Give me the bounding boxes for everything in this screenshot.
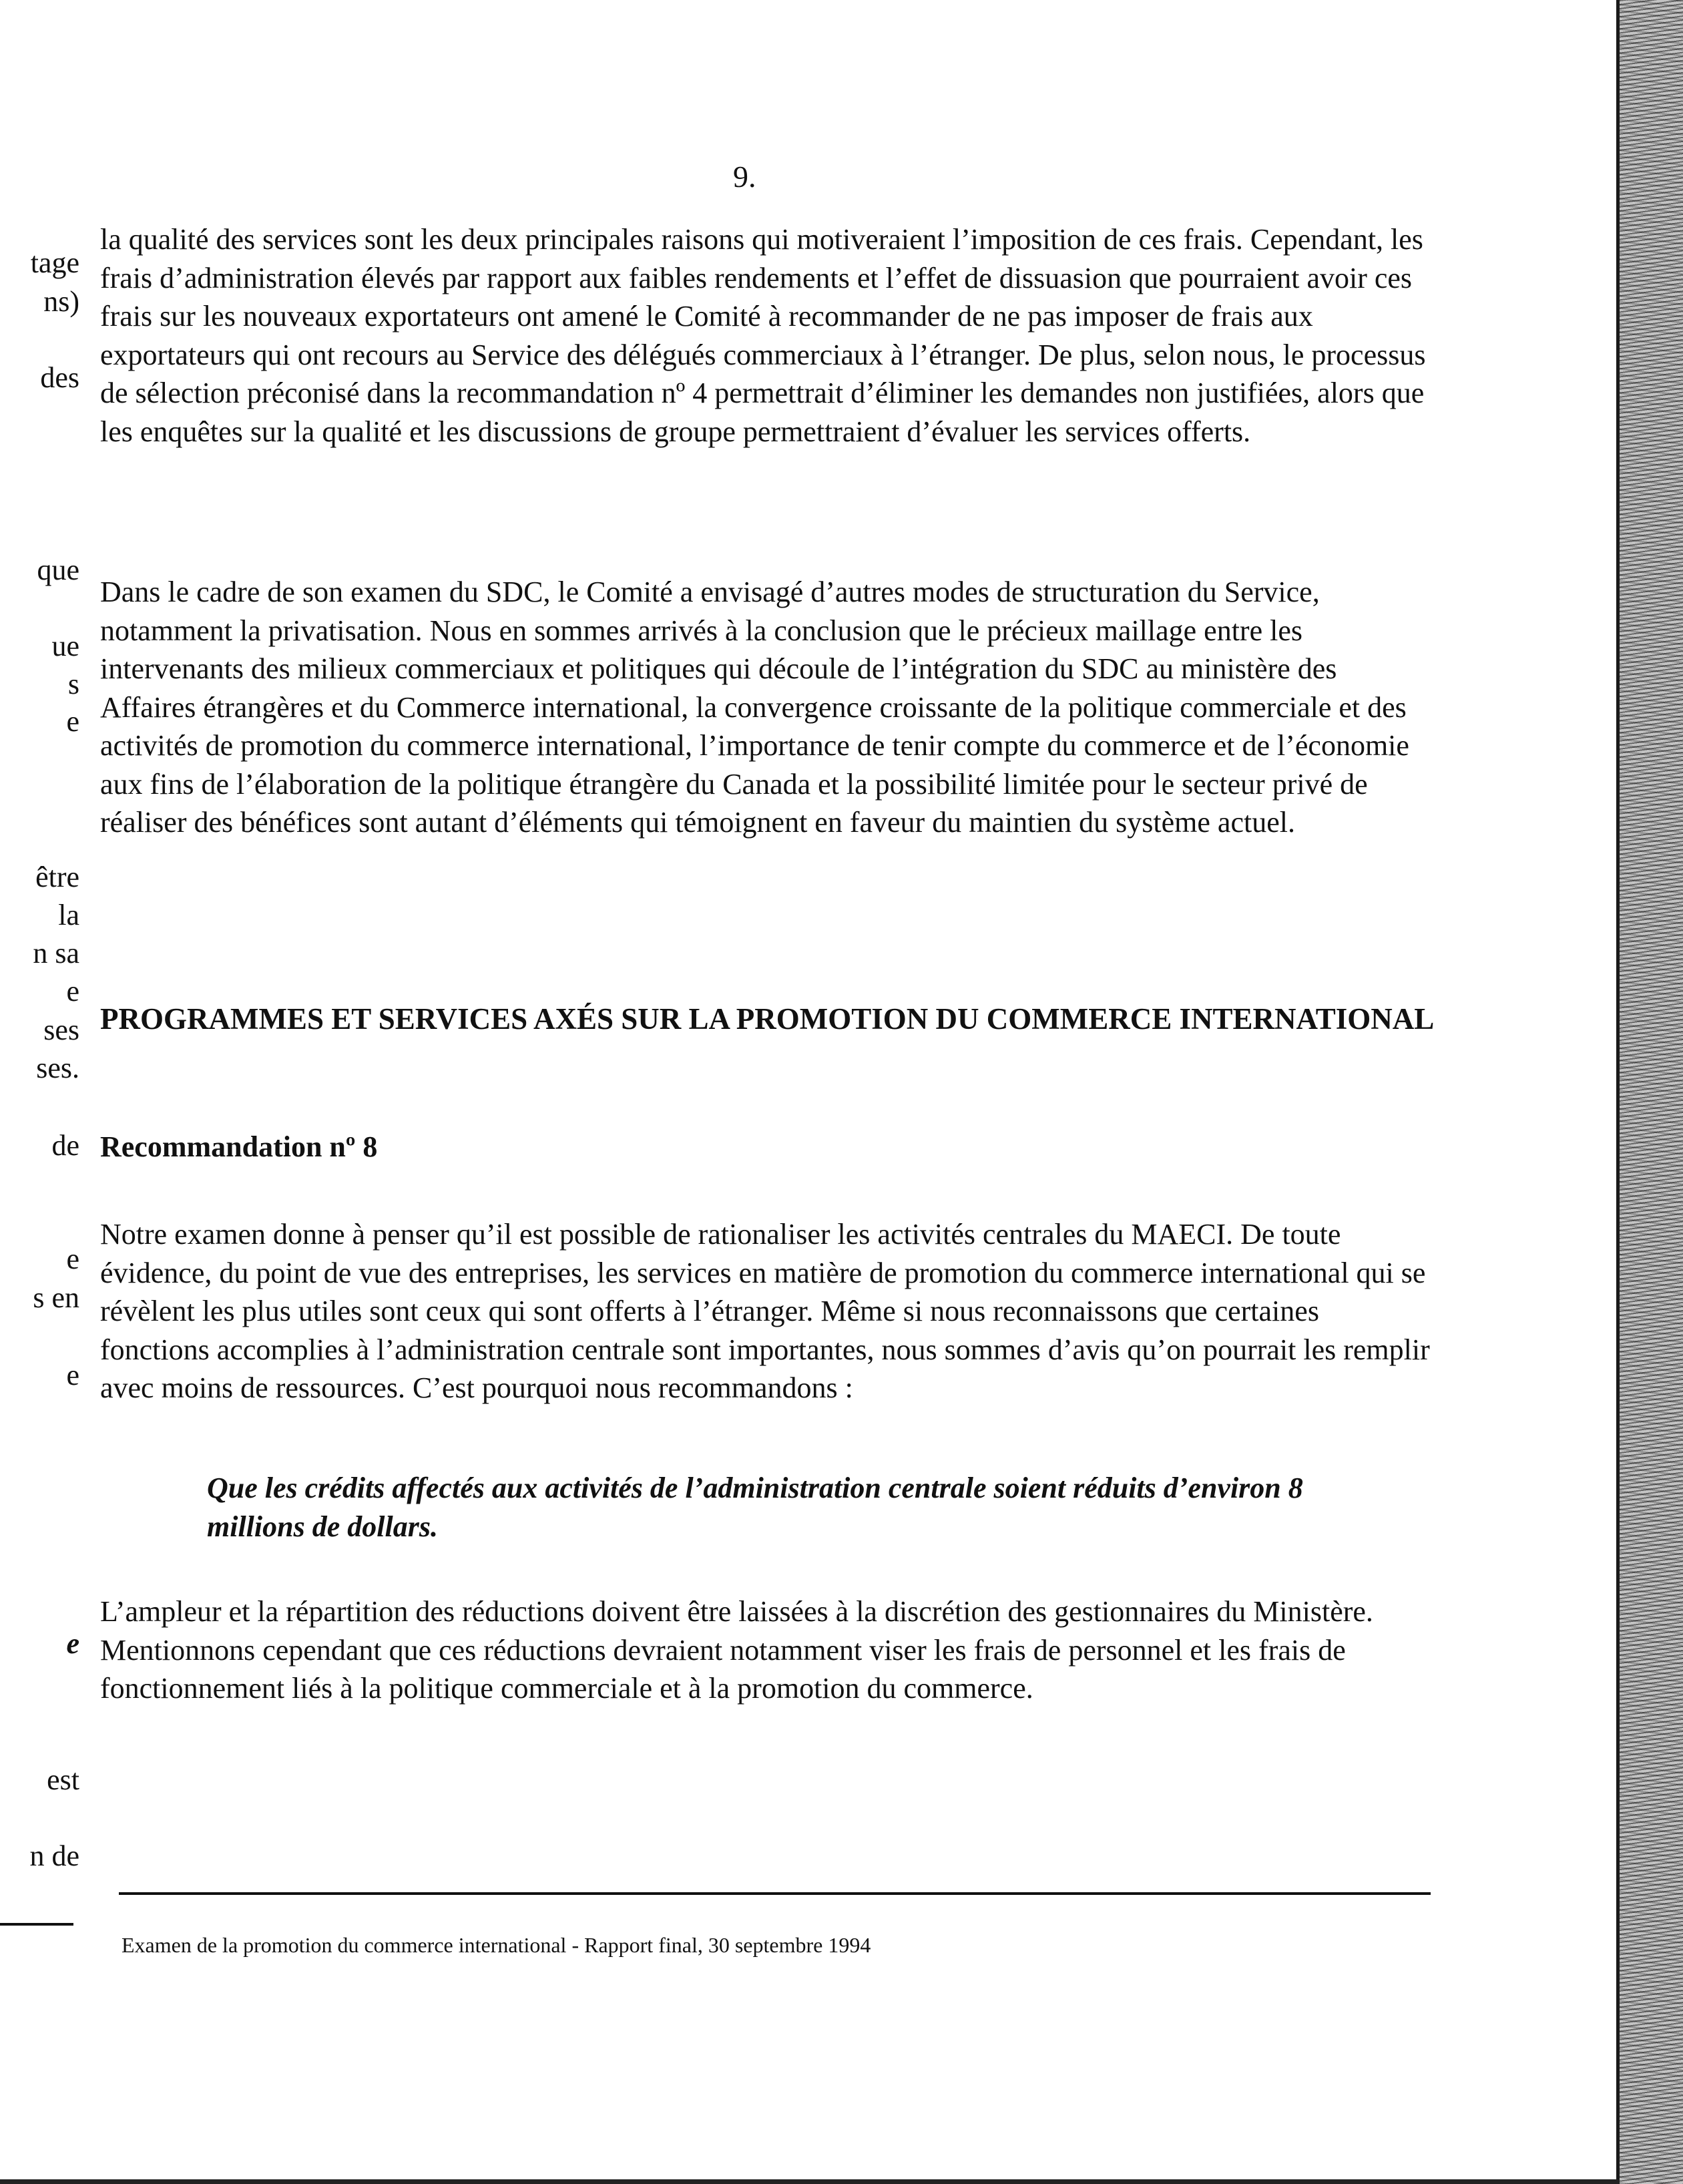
left-fragment: ses.: [36, 1052, 79, 1084]
recommendation-title: Recommandation nº 8: [100, 1130, 378, 1163]
left-fragment: que: [37, 554, 79, 586]
left-fragment: e: [66, 705, 79, 738]
left-fragment: tage: [30, 246, 79, 279]
paragraph-fees: la qualité des services sont les deux principales raisons qui motiveraient l’imposition de ces frais. Cependant, les frais d’administration élevés par rapport aux faibles rendements et l’effet de dissuasion que pourraient avoir ces frais sur les nouveaux exportateurs ont amené le Comité à recommander de ne pas imposer de frais aux exportateurs qui ont recours au Service des délégués commerciaux à l’étranger. De plus, selon nous, le processus de sélection préconisé dans la recommandation nº 4 permettrait d’éliminer les demandes non justifiées, alors que les enquêtes sur la qualité et les discussions de groupe permettraient d’évaluer les services offerts.: [100, 223, 1426, 448]
page-number: 9.: [733, 160, 756, 194]
left-fragment: est: [47, 1763, 79, 1796]
left-column-fragments: [0, 0, 83, 1950]
left-footer-rule: [0, 1923, 73, 1926]
page-edge-line: [1616, 0, 1620, 2184]
left-fragment: n de: [29, 1839, 79, 1872]
paragraph-privatisation: Dans le cadre de son examen du SDC, le Comité a envisagé d’autres modes de structuration du Service, notamment la privatisation. Nous en sommes arrivés à la conclusion que le précieux maillage entre les intervenants des milieux commerciaux et politiques qui découle de l’intégration du SDC au ministère des Affaires étrangères et du Commerce international, la convergence croissante de la politique commerciale et des activités de promotion du commerce international, l’importance de tenir compte du commerce et de l’économie aux fins de l’élaboration de la politique étrangère du Canada et la possibilité limitée pour le secteur privé de réaliser des bénéfices sont autant d’éléments qui témoignent en faveur du maintien du système actuel.: [100, 576, 1409, 839]
left-fragment: des: [40, 361, 79, 394]
left-fragment: ns): [43, 285, 79, 318]
section-heading: PROGRAMMES ET SERVICES AXÉS SUR LA PROMOTION DU COMMERCE INTERNATIONAL: [100, 1002, 1435, 1036]
left-fragment: e: [66, 975, 79, 1008]
left-fragment: être: [35, 861, 79, 893]
scan-edge-noise: [1620, 0, 1683, 2184]
recommendation-text: Que les crédits affectés aux activités de l’administration centrale soient réduits d’environ 8 millions de dollars.: [207, 1472, 1303, 1543]
paragraph-rationalisation: Notre examen donne à penser qu’il est possible de rationaliser les activités centrales du MAECI. De toute évidence, du point de vue des entreprises, les services en matière de promotion du commerce international qui se révèlent les plus utiles sont ceux qui sont offerts à l’étranger. Même si nous reconnaissons que certaines fonctions accomplies à l’administration centrale sont importantes, nous sommes d’avis qu’on pourrait les remplir avec moins de ressources. C’est pourquoi nous recommandons :: [100, 1218, 1430, 1404]
page-bottom-edge: [0, 2179, 1620, 2184]
footer-text: Examen de la promotion du commerce international - Rapport final, 30 septembre 1994: [122, 1933, 871, 1957]
left-fragment: e: [66, 1627, 79, 1660]
left-fragment: la: [58, 899, 79, 931]
left-fragment: de: [51, 1129, 79, 1162]
left-fragment: n sa: [33, 937, 79, 969]
left-fragment: e: [66, 1359, 79, 1391]
left-fragment: s: [67, 668, 79, 700]
left-fragment: ue: [51, 630, 79, 662]
footer-rule: [119, 1892, 1431, 1895]
left-fragment: s en: [33, 1281, 79, 1314]
left-fragment: e: [66, 1243, 79, 1275]
paragraph-reductions: L’ampleur et la répartition des réductions doivent être laissées à la discrétion des gestionnaires du Ministère. Mentionnons cependant que ces réductions devraient notamment viser les frais de personnel et les frais de fonctionnement liés à la politique commerciale et à la promotion du commerce.: [100, 1595, 1373, 1705]
left-fragment: ses: [43, 1014, 79, 1046]
